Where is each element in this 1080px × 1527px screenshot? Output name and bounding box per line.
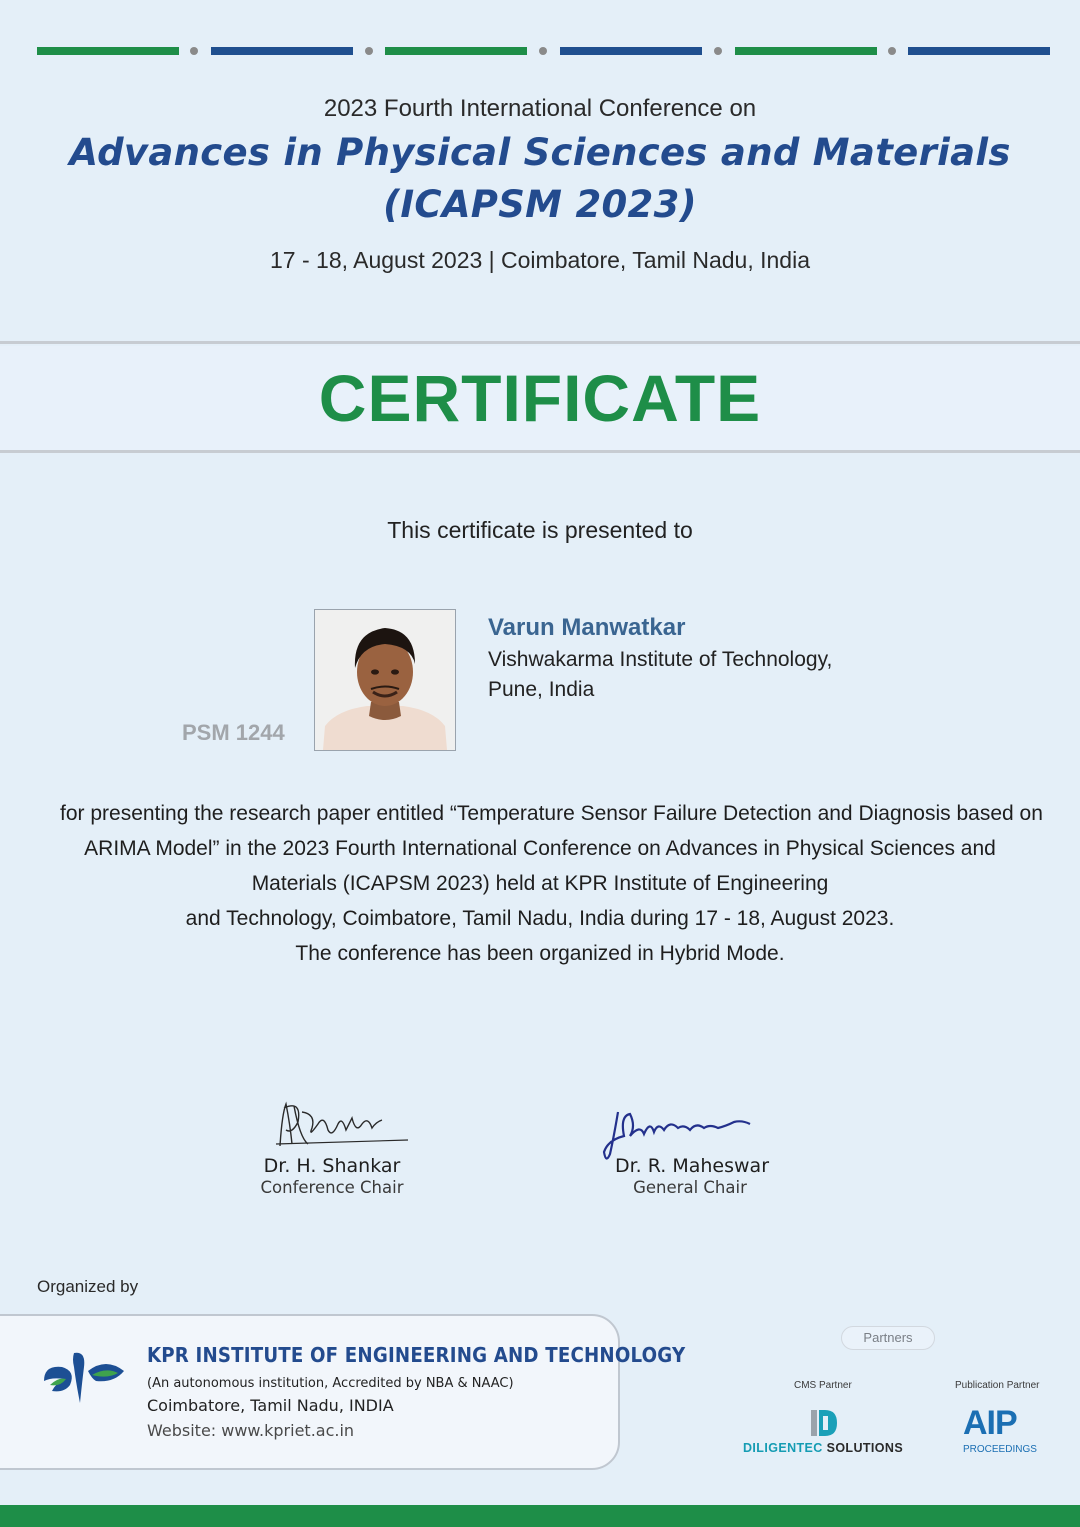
recipient-institution: Vishwakarma Institute of Technology, [488,648,833,671]
divider-bottom [0,450,1080,453]
signature-shankar [272,1094,412,1158]
bar-segment-green [385,47,527,55]
bar-dot [365,47,373,55]
cms-partner-name [743,1441,903,1455]
bar-segment-blue [908,47,1050,55]
body-line: ARIMA Model” in the 2023 Fourth International Conference on Advances in Physical Sciences and [84,837,996,860]
organizer-website: Website: www.kpriet.ac.in [147,1421,355,1440]
signatory-name: Dr. R. Maheswar [614,1155,770,1177]
paper-id: PSM 1244 [182,720,285,745]
aip-logo-text: AIP [963,1404,1017,1442]
conference-acronym: (ICAPSM 2023) [383,183,697,226]
cms-partner-name-part1: DILIGENTEC [743,1441,823,1455]
signatory-name: Dr. H. Shankar [263,1155,401,1177]
presented-to-text: This certificate is presented to [387,517,693,543]
body-line: The conference has been organized in Hybrid Mode. [295,942,785,965]
bar-segment-green [37,47,179,55]
signatory-role: Conference Chair [260,1178,404,1197]
bar-segment-green [735,47,877,55]
recipient-city: Pune, India [488,678,595,701]
bar-dot [888,47,896,55]
organizer-accreditation: (An autonomous institution, Accredited by NBA & NAAC) [147,1376,514,1391]
divider-top [0,341,1080,344]
bar-dot [714,47,722,55]
recipient-photo [314,609,456,751]
conference-title: Advances in Physical Sciences and Materials [69,131,1011,174]
cms-partner-name-part2: SOLUTIONS [822,1441,904,1455]
body-line: for presenting the research paper entitled “Temperature Sensor Failure Detection and Diagnosis based on [60,802,1043,825]
conference-edition-line: 2023 Fourth International Conference on [323,95,757,122]
bar-dot [539,47,547,55]
certificate-body [60,796,1043,971]
organized-by-label: Organized by [37,1277,139,1296]
body-line: and Technology, Coimbatore, Tamil Nadu, India during 17 - 18, August 2023. [185,907,895,930]
body-line: Materials (ICAPSM 2023) held at KPR Institute of Engineering [251,872,829,895]
bar-segment-blue [560,47,702,55]
bottom-green-bar [0,1505,1080,1527]
signatory-role: General Chair [633,1178,747,1197]
organizer-city: Coimbatore, Tamil Nadu, INDIA [147,1396,394,1415]
person-silhouette-icon [315,610,455,750]
certificate-heading: CERTIFICATE [318,361,762,435]
diligentec-logo-icon [809,1408,839,1438]
conference-date-location: 17 - 18, August 2023 | Coimbatore, Tamil Nadu, India [270,247,810,273]
publication-partner-label: Publication Partner [955,1380,1040,1391]
top-decorative-bar [37,46,1050,56]
kpr-logo-icon [36,1347,128,1407]
bar-dot [190,47,198,55]
aip-logo-subtitle: PROCEEDINGS [963,1444,1037,1455]
cms-partner-label: CMS Partner [794,1380,852,1391]
recipient-name: Varun Manwatkar [488,614,686,641]
bar-segment-blue [211,47,353,55]
partners-label: Partners [841,1326,935,1350]
organizer-name: KPR INSTITUTE OF ENGINEERING AND TECHNOLOGY [147,1343,686,1367]
